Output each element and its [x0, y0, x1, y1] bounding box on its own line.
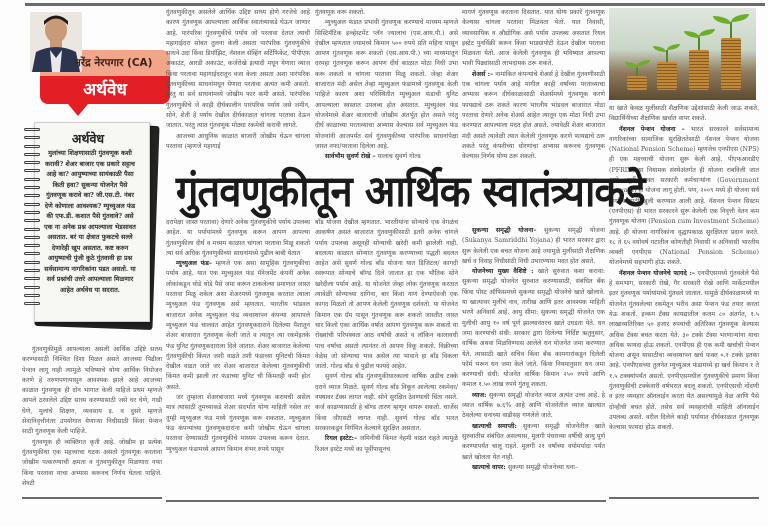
paragraph: योजनेच्या मुख्य वैशिष्टे : खाते सुरुवात कशा करावा: सुकन्या समृद्धी योजनेत सुरुवात करण्यासाठी, संबंधित बँक किंवा पोस्ट ऑफिसमध्ये सुकन्या समृद्धी योजनेचे खाते खोलावे. या खात्यावर मुलीचे नाव, तारीख आणि इतर आवश्यक माहिती भरणे अनिवार्य आहे. आयु सीमा: सुकन्या समृद्धी योजनेत एक मुलीची आयु १० वर्ष पूर्ण झाल्यानंतरच खाते उघडता येते. धन जमा करण्याची संधी: सरकार द्वारा दिलेल्या निर्दिष्ट ऋतुनुसार, वार्षिक अथवा मिळविण्यास आलेले धन योजनेत जमा करण्यात येते. त्यासाठी खाते सचिव किंवा बँक कामगारांकडून दिलेली फॉर्म भरून धन जमा केले जाते. किंवा नियमानुसार धन जमा करण्याची संधी: योजनेत वार्षिक किमान २५० रुपये आणि कमाल १.५० लाख रुपये गुंतवू शकता.: [462, 268, 605, 389]
paragraph: खात्याचे वापर: सुकन्या समृद्धी योजनेच्या धना–: [472, 463, 579, 471]
article-column-3-top: [462, 8, 605, 166]
paragraph: बाँड योजना देखील म्हणतात. भारतीयांना सोन्याचे एक वेगळंच आकर्षण असतं बाजारात गुंतवणुकीसाठी इतरी अनेक चांगले पर्याय उपलब्ध असूनही सोन्याची खरेदी कमी झालेली नाही. बदलत्या काळात सोन्यात गुंतवणूक करण्याच्या पद्धती बदलत आहेत असे सुवर्ण गोल्ड बाँड योजना यात डिजिटल/ कागदी स्वरूपात सोन्याचे बॉण्ड दिले जातात हा एक भौतिक सोने खरेदीला पर्याय आहे. या योजनेत जेव्हा लोक गुंतवणूक करतात त्यावेळी सोन्याच्या दागिना, बार किंवा नाणं देण्याऐवजी एक कागद मिळतो तो आपण केलेली गुंतवणूक दर्शवतो. या योजनेत किमान एक ग्रॅम पासून गुंतवणूक करू शकतो जास्तीत जास्त चार किलो एका आर्थिक वर्षात आपण गुंतवणूक करू शकतो या रोख्यांची परिपक्वता आठ वर्षांची असते व लॉकिन कालावधी पाच वर्षांचा असतो त्यानंतर तो आपण विकू शकतो. विक्रीच्या वेळेस जो सोन्याचा भाव असेल त्या भावाने हा बाँड विकला जातो. गोल्ड बाँड चे पुढील फायदे आहेत.: [315, 219, 458, 371]
author-block: [20, 10, 160, 115]
paragraph: गुंतवणुकीमुळे आपल्याला असली आर्थिक उद्दिष्टे साध्य करण्यासाठी निश्चित दिशा मिळत असते आजच्या पिढीला पेन्शन लागू नाही त्यामुळे भविष्याचे योग्य आर्थिक नियोजन करणे हे तरुणपणापासून आवश्यक झाले आहे आजच्या काळात गुंतवणूक ही दोन भागात केली पाहिजे प्रथम म्हणजे आपले ठरवलेले उद्दिष्ट साध्य करण्यासाठी जसे घर घेणे, गाडी घेणे, मुलांचे शिक्षण, व्यवसाय इ. व दुसरे म्हणजे सेवानिवृत्तीनंतर उपयोगात येणाऱ्या निधीसाठी किंवा पेन्शन साठी गुंतवणूक केली पाहिजे.: [22, 346, 162, 436]
subheading-nps-benefits: नॅशनल पेन्शन योजनेचे फायदे :–: [619, 269, 695, 277]
subheading-shares: शेअर्स :–: [472, 70, 494, 78]
paragraph: गुंतवणूक करू शकतो.: [315, 9, 366, 16]
subheading-mutual-fund: म्युच्युअल फंड–: [176, 260, 213, 268]
paragraph: या खाते केवळ मुलींसाठी शैक्षणिक उद्देशांसाठी केली जाऊ शकते. विद्यार्थिनीच्या शैक्षणिक खर्चात वापर शकते.: [609, 105, 759, 123]
article-column-1-bottom: [22, 345, 162, 495]
subheading-sukanya: सुकन्या समृद्धी योजना–: [472, 227, 537, 234]
bottom-rule: [609, 497, 759, 499]
paragraph: रियल इस्टेट:– जमिनीची किंमत नेहमी वाढत राहते त्यामुळे रिअल इस्टेट मध्ये का पूर्वीपासूनच: [315, 435, 458, 453]
paragraph: सुकन्या समृद्धी योजना– सुकन्या समृद्धी योजना (Sukanya Samriddhi Yojana) ही भारत सरकार द्वारा सुरू केलेली एक बचत योजना आहे ज्यामुळे मुलींसाठी शैक्षणिक खर्च व विवाह निधीसाठी निधी उभारण्यास मदत होत असते.: [462, 227, 605, 265]
paragraph: म्युच्युअल फंडात प्रभावी गुंतवणूक करण्याचे माध्यम म्हणजे सिस्टिमॅटिक इन्व्हेस्टमेंट प्लॅन ज्यालाच (एस.आय.पी.) असे देखील म्हणतात ज्यामध्ये किमान ५०० रुपये प्रति महिना पासून आपण गुंतवणूक करू शकतो (एस.आय.पी.) च्या माध्यमातून दरमहा गुंतवणूक करून आपण दीर्घ काळात मोठा निधी उभा करू शकतो व चांगला परतावा मिळू शकतो. जेव्हा शेअर बाजारात मंदी असेल तेव्हा म्युच्युअल फंडामध्ये गुंतवणूक केली पाहिजे कारण अशा परिस्थितीत म्युच्युअल फंडाची युनिट आपल्याला स्वस्तात उपलब्ध होत असतात. म्युच्युअल फंड योजनेमध्ये शेअर बाजाराची जोखीम अंतर्भूत होत असते परंतु दीर्घ काळाच्या परताव्याचा अभ्यास केल्यास सर्व म्युच्युअल फंड योजनांनी आजपर्यंत सर्व गुंतवणुकीच्या पारंपरिक साधनांपेक्षा जास्त नफा/परतावा दिलेला आहे.: [315, 19, 458, 150]
article-headline: गुंतवणुकीतून आर्थिक स्वातंत्र्याकडे: [175, 167, 645, 217]
top-rule: [25, 3, 765, 6]
paragraph: म्युच्युअल फंड– म्हणजे एक असा सामूहिक गुंतवणुकीचा पर्याय आहे. यात एक म्युच्युअल फंड मॅनेजमेंट कंपनी अनेक लोकांकडून थोडे थोडे पैसे जमा करून टाकलेल्या प्रमाणात जास्त परतावा मिळू शकेल अशा शेअरमध्ये गुंतवणूक करतात त्याला म्युच्युअल फंड गुंतवणूक असे म्हणतात. भारतीय भांडवल बाजारात अनेक म्युच्युअल फंड व्यवस्थापन कंपन्या आपापले म्युच्युअल फंड चालवत आहेत गुंतवणूकदाराने दिलेल्या पैशातून शेअर बाजारात गुंतवणूक केली जाते व त्यातून त्या रकमेइतके फंड युनिट गुंतवणूकदाराला दिले जातात. शेअर बाजारात केलेल्या गुंतवणुकीची किंमत जशी वाढते तशी फंडाच्या युनिटची किंमत देखील वाढत जाते जर शेअर बाजारात केलेल्या गुंतवणुकीची किंमत कमी झाली तर फंडाच्या युनिट ची किंमतही कमी होत असते.: [166, 260, 310, 391]
badge-pointer: [68, 104, 88, 116]
paragraph: शेअर्स :– नामांकित कंपन्यांचे शेअर्स हे देखील गुंतवणीसाठी एक चांगला पर्याय आहे मागील काही वर्षांच्या परताव्याचा अभ्यास करून दीर्घकाळासाठी शेअर्समध्ये गुंतवणूक करणे फायद्याचे ठरू शकते कारण भारतीय भांडवल बाजारात मोठा परतावा देणारे अनेक शेअर्स आहेत त्यातून एक मोठा निधी उभा करण्यात आपल्याला मदत होत असते. ज्यावेळी शेअर बाजारात मंदी असते त्यावेळी त्यात केलेली गुंतवणूक करणे फायद्याचे ठरू शकते परंतु कंपनीच्या धोरणांचा अभ्यास करूनच गुंतवणूक केल्यास निर्णय योग्य ठरू शकतो.: [462, 70, 605, 161]
subheading-nps: नॅशनल पेन्शन योजना –: [619, 125, 685, 133]
subheading-account-use: खात्याचे वापर:: [472, 463, 506, 471]
article-column-sukanya: [462, 226, 605, 501]
paragraph: दरापेक्षा जास्त परतावा) देणारे अनेक गुंतवणुकीचे पर्याय उपलब्ध आहेत. या पर्यायांमध्ये गुंतवणूक करून आपण आपल्या गुंतवणुकीला दीर्घ व मध्यम काळात चांगला परतावा मिळू शकतो त्या सर्व अधिक गुंतवणुकीच्या साधनांमध्ये पुढील बाबी येतात: [166, 219, 310, 257]
subheading-account-closure: खात्याची समाप्ती:: [472, 422, 517, 430]
author-name: नरेंद्र नेरपगार (CA): [75, 57, 153, 69]
article-column-2-bottom: [166, 218, 310, 501]
coins-plant-photo: [609, 8, 756, 100]
paragraph: सार्वभौम सुवर्ण रोखे – यालाच सुवर्ण गोल्ड: [325, 153, 421, 161]
notebook-title: अर्थवेध: [71, 131, 105, 146]
subheading-features: योजनेच्या मुख्य वैशिष्टे :: [472, 268, 534, 276]
notebook-text: मुलांच्या शिक्षणासाठी गुंतवणूक कशी करावी? शेअर बाजार एक प्रकारे सट्टाच आहे का? आयुष्याच्या सायंकाळी पैसा किती हवा? सुकन्या योजनेत पैसे गुंतवणूक करावे का? जी.एस.टी. नंबर देणे कोणाला आवश्यक? म्युच्युअल फंड की एफ.डी. कशात पैसे गुंतवावे? असे एक ना अनेक प्रश्न आपल्याला भेडसावत असतात. बरं या क्षेत्रात फुकटचे सल्ले देणारेही खूप असतात. कष्ट करुन आयुष्याची पुंजी कुठे गुंतवावी हा प्रश्न सर्वसामान्य नागरिकांना पडत असतो. या सर्व प्रश्नांची उत्तरे आपल्याला मिळणार आहेत अर्थवेध या सदरात.: [44, 149, 136, 294]
notebook-box: [24, 122, 156, 330]
spiral-rings-icon: [24, 128, 42, 318]
article-column-2-top: [315, 8, 458, 166]
column-name-badge: अर्थवेध: [40, 76, 170, 104]
subheading-gold-bonds: सार्वभौम सुवर्ण रोखे –: [325, 153, 376, 161]
bottom-rule: [22, 497, 162, 499]
paragraph: नॅशनल पेन्शन योजना – भारत सरकारने सर्वसामान्य नागरिकांच्या सामाजिक सुरक्षिततेसाठी नॅशनल पेन्शन योजना (National Pension Scheme) म्हणजेच एनपीएस (NPS) ही एक महत्त्वाची योजना सुरू केली आहे. पीएफआरडीए (PFRD-) या नियामक संस्थेअंतर्गत ही योजना राबविली जात आहे. पूर्वी फक्त सरकारी कर्मचाऱ्यांना (Government Servant) ही योजना लागू होती. पण, २००९ मध्ये ही योजना सर्व नागरिकांसाठी खुली करण्यात आली आहे. नॅशनल पेन्शन सिस्टम (एनपीएस) ही भारत सरकारने सुरू केलेली एक निवृत्ती वेतन कम गुंतवणूक योजना (Pension cum Investment Scheme) आहे. ही योजना नागरिकांना वृद्धापकाळ सुरक्षितता प्रदान करते. १८ ते ६५ वयोवर्ष गटातील कोणतीही निवासी व अनिवासी भारतीय व्यक्ती एनपीएस (National Pension Scheme) योजनेमध्ये सहभागी होऊ शकते.: [609, 125, 759, 267]
paragraph: सुवर्ण गोल्ड बाँड गुंतवणुकीधारकाला वार्षिक अडीच टक्के दराने व्याज मिळते. सुवर्ण गोल्ड बाँड विकून आलेल्या रकमेवर/नफ्यावर टॅक्स लागत नाही. सोने सुरक्षित ठेवण्याची चिंता नसते. कर्ज काढण्यासाठी हे बॉण्ड तारण म्हणून वापरू शकतो. चार्जेस किंवा जीएसटी लागत नाही. सुवर्ण गोल्ड बाँड भारत सरकारकडून निर्गमित केल्याने सुरक्षित असतात.: [315, 373, 458, 432]
bottom-rule: [166, 500, 606, 502]
paragraph: मागणं गुंतवणूक करताना दिसतात. यात योग्य प्रकारे गुंतवणूक केल्यास चांगला परतावा मिळवता येतो. यात निवासी, व्यावसायिक व औद्योगिक असे पर्याय उपलब्ध असतात रियल इस्टेट पुनर्विक्री करून किंवा भाड्यापोटी देऊन देखील परतावा मिळवता येतो. आज केलेली गुंतवणूक ही भविष्यात आपल्या भावी पिढ्यांसाठी लाभदायक ठरू शकते.: [462, 9, 605, 68]
paragraph: आजच्या आधुनिक काळात बाजारी जोखीम घेऊन चांगला परतावा (म्हणजे महागाई: [166, 132, 310, 150]
paragraph: व्याज: सुकन्या समृद्धी योजनेत व्याज अत्यंत उच्च आहे. हे व्याज वार्षिक ७.६% आहे आणि योजनेतील व्याज खात्यात ठेवलेल्या धनाच्या वाढीसह गणलेले जाते.: [462, 391, 605, 420]
subheading-real-estate: रियल इस्टेट:–: [325, 435, 358, 443]
article-column-1-top: [166, 8, 310, 166]
paragraph: जर तुम्हाला शेअरबाजारा मध्ये गुंतवणूक करायची असेल मात्र त्यासाठी तुमच्याकडे शेअर संदर्भात योग्य माहिती नसेल तर तुम्ही म्युच्युअल फंड मध्ये गुंतवणूक करू शकतात. म्युच्युअल फंड कंपन्यांच्या गुंतवणूकदारांना कमी जोखीम घेऊन चांगला परतावा देण्यासाठी गुंतवणुकीचे माध्यम उपलब्ध करून देतात. म्युच्युअल फंडामध्ये आपण किमान शंभर रुपये पासून: [166, 394, 310, 453]
paragraph: खात्याची समाप्ती: सुकन्या समृद्धी योजनेतील खाते सुरुवातीस संबंधित असल्यास, मुलगी पंधराव्या वर्षीची आयु पूर्ण करण्यापर्यंत चालू राहते. मुलगी २१ वर्षांच्या वयोमर्यादा पर्यंत खाते खोलता येत नाही.: [462, 422, 605, 461]
paragraph: नॅशनल पेन्शन योजनेचे फायदे :– एनपीएसमध्ये गुंतवलेले पैसे हे समभाग, सरकारी रोखे, गैर सरकारी रोखे आणि मार्केटमधील इतर गुंतवणूक पर्यायांमध्ये गुंतवले जातात. यामुळे दीर्घकाळामध्ये या योजनेत गुंतवलेल्या रकमेतून भरीव असा पेन्शन फंड तयार करता येऊ शकतो. इन्कम टॅक्स कायद्यातील कलम ८० अंतर्गत, १.५ लाखाव्यतिरिक्त ५० हजार रुपयांची अतिरिक्त गुंतवणूक केल्यास अधिक टॅक्स बचत करता येते. ३० टक्के टॅक्स भरणाऱ्यांना याचा अधिक फायदा होऊ शकतो. एनपीएस ही एक कमी खर्चाची पेन्शन योजना असून यासाठीचा व्यवस्थापन खर्च फक्त ०.१ टक्के इतका आहे. एनपीएसच्या तुलनेत म्युच्युअल फंडामध्ये हा खर्च किमान १ ते १.५ टक्क्यांपर्यंत असतो. एनपीएसमधील गुंतवणुकीचे प्रमाण किंवा गुंतवणुकीची टक्केवारी वर्षभरात बदलू शकतो. एनपीएसची नोंदणी व इतर व्यवहार ऑनलाईन करता येत असल्यामुळे वेळ आणि पैसे दोन्हीची बचत होते. तसेच सर्व व्यवहारांची माहिती ऑनलाईन उपलब्ध असते. वरील दिलेले काही पर्यायात दीर्घकाळात गुंतवणूक केल्यास फायदा होऊ शकतो.: [609, 269, 759, 432]
article-column-3-bottom: [315, 218, 458, 501]
paragraph: गुंतवणुकीतून असलेले आर्थिक उद्दिष्ट साध्य होणे गरजेचे आहे कारण गुंतवणूक आपल्याला आर्थिक स्वातंत्र्याकडे घेऊन जाणार आहे. पारंपरिक गुंतवणुकीचे पर्याय जो परतावा देतात त्याची महागाईदरा सोबत तुलना केली असता पारंपरिक गुंतवणुकीचे साधने उदा किंवा डिपॉझिट, नॅशनल सेव्हिंग सर्टिफिकेट, पीपीएफ अकाउंट, आरडी अकाउंट, कर्जरोखे इत्यादी मधून येणारा व्याज किंवा परतावा महागाईदरातून वजा केला असता अशा पारंपरिक गुंतवणुकीच्या साधनांमधून येणारा परतावा अत्यंत कमी असतो. परंतु या सर्व साधनांमध्ये जोखीम फार कमी असते. पारंपरिक गुंतवणुकीचे जे काही दीर्घकालीन पारंपरिक पर्याय जसे जमीन, सोने, शेती हे पर्याय देखील दीर्घकाळात चांगला परतावा देऊन जातात. परंतु त्यात गुंतवणूक मोठ्या रकमेची करावी लागते.: [166, 9, 310, 130]
paragraph: गुंतवणूक ही व्यक्तिगत कृती आहे. जोखीम हा प्रत्येक गुंतवणुकीचा एक महत्त्वाचा घटक असतो गुंतवणूक करताना जोखीम पत्करण्याची क्षमता व गुंतवणुकीतून मिळणारा नफा किंवा परतावा याचा अभ्यास करूनच निर्णय घेतला पाहिजे. शेवटी: [22, 438, 162, 487]
subheading-interest: व्याज:: [472, 391, 487, 399]
